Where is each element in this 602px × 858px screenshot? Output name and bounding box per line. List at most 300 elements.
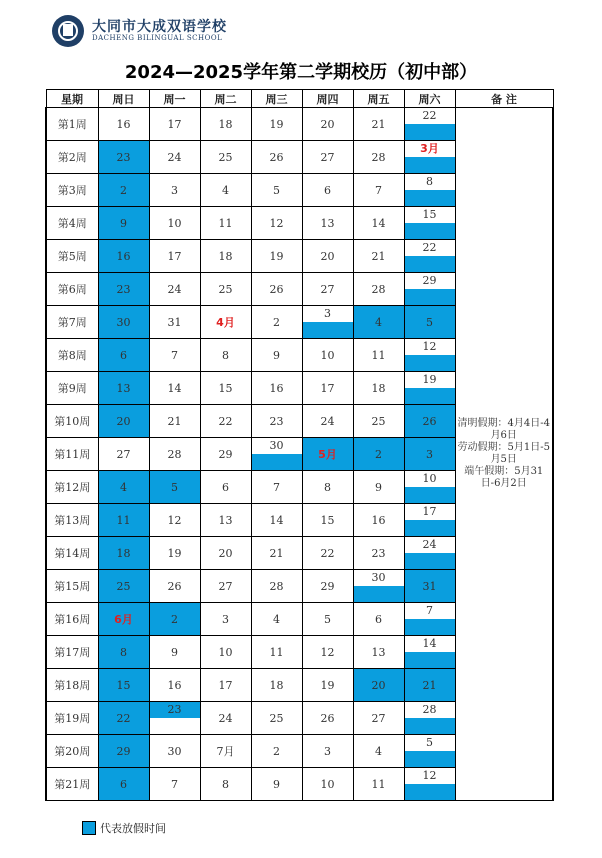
- calendar-table: [45, 89, 554, 801]
- day-cell: [98, 504, 149, 537]
- day-number: 13: [116, 381, 131, 395]
- day-number: 28: [422, 703, 437, 716]
- day-cell: [251, 636, 302, 669]
- day-number: 19: [422, 373, 437, 386]
- day-number: 30: [269, 439, 284, 452]
- day-cell: [98, 537, 149, 570]
- day-number: 9: [120, 216, 127, 230]
- day-cell: [149, 405, 200, 438]
- day-number: 14: [371, 216, 386, 230]
- day-cell: [200, 405, 251, 438]
- day-number: 16: [371, 513, 386, 527]
- week-label: 第6周: [46, 273, 98, 306]
- day-number: 6: [120, 777, 127, 791]
- day-cell: [353, 372, 404, 405]
- calendar-body: [46, 108, 553, 801]
- day-cell: [98, 240, 149, 273]
- day-cell: [98, 735, 149, 768]
- day-number: 2: [273, 315, 280, 329]
- day-number: 6月: [114, 613, 133, 626]
- day-number: 12: [167, 513, 182, 527]
- day-cell: [98, 207, 149, 240]
- day-cell: [98, 141, 149, 174]
- day-cell: [149, 504, 200, 537]
- day-number: 7: [273, 480, 280, 494]
- day-cell: [149, 339, 200, 372]
- day-number: 9: [273, 348, 280, 362]
- holiday-marker: [405, 190, 455, 206]
- day-cell: [200, 273, 251, 306]
- holiday-marker: [303, 322, 353, 338]
- day-cell: [149, 636, 200, 669]
- day-cell: [251, 108, 302, 141]
- day-number: 11: [218, 216, 233, 230]
- day-number: 10: [320, 777, 335, 791]
- day-number: 6: [222, 480, 229, 494]
- page-title: 2024—2025学年第二学期校历（初中部）: [124, 62, 478, 83]
- day-number: 27: [218, 579, 233, 593]
- day-number: 22: [422, 241, 437, 254]
- day-cell: [353, 240, 404, 273]
- day-number: 25: [269, 711, 284, 725]
- day-number: 15: [422, 208, 437, 221]
- day-cell: [302, 537, 353, 570]
- day-number: 3: [324, 744, 331, 758]
- day-number: 21: [371, 117, 386, 131]
- holiday-marker: [405, 256, 455, 272]
- day-number: 27: [320, 282, 335, 296]
- day-cell: [353, 636, 404, 669]
- day-number: 17: [167, 249, 182, 263]
- day-cell: [200, 471, 251, 504]
- week-label: 第1周: [46, 108, 98, 141]
- day-cell: [200, 735, 251, 768]
- day-cell: [251, 438, 302, 471]
- day-number: 10: [218, 645, 233, 659]
- day-cell: [98, 372, 149, 405]
- day-number: 12: [320, 645, 335, 659]
- day-number: 9: [375, 480, 382, 494]
- day-cell: [149, 570, 200, 603]
- day-cell: [353, 768, 404, 801]
- day-cell: [98, 108, 149, 141]
- day-cell: [251, 603, 302, 636]
- day-cell: [251, 339, 302, 372]
- day-number: 2: [375, 447, 382, 461]
- day-cell: [302, 603, 353, 636]
- week-label: 第20周: [46, 735, 98, 768]
- school-logo-icon: [52, 15, 84, 47]
- day-cell: [404, 471, 455, 504]
- day-number: 26: [167, 579, 182, 593]
- day-cell: [200, 372, 251, 405]
- day-number: 19: [167, 546, 182, 560]
- day-cell: [302, 636, 353, 669]
- day-number: 7: [375, 183, 382, 197]
- header-row: [46, 90, 553, 108]
- holiday-marker: [252, 454, 302, 470]
- week-label: 第13周: [46, 504, 98, 537]
- day-number: 28: [167, 447, 182, 461]
- day-number: 11: [371, 777, 386, 791]
- day-cell: [353, 471, 404, 504]
- header-notes: 备 注: [455, 90, 553, 108]
- week-label: 第19周: [46, 702, 98, 735]
- day-cell: [200, 537, 251, 570]
- day-cell: [302, 504, 353, 537]
- school-header: [52, 14, 227, 48]
- day-number: 17: [320, 381, 335, 395]
- day-number: 21: [167, 414, 182, 428]
- school-name-en: DACHENG BILINGUAL SCHOOL: [92, 33, 223, 42]
- day-number: 8: [222, 348, 229, 362]
- day-number: 10: [167, 216, 182, 230]
- day-cell: [200, 636, 251, 669]
- day-number: 20: [320, 249, 335, 263]
- week-label: 第4周: [46, 207, 98, 240]
- day-cell: [98, 306, 149, 339]
- day-number: 7月: [216, 745, 235, 758]
- day-number: 3: [222, 612, 229, 626]
- day-cell: [149, 735, 200, 768]
- day-number: 18: [218, 117, 233, 131]
- day-cell: [404, 306, 455, 339]
- legend-swatch: [82, 821, 96, 835]
- day-number: 11: [116, 513, 131, 527]
- day-cell: [200, 174, 251, 207]
- day-cell: [302, 240, 353, 273]
- day-cell: [251, 537, 302, 570]
- day-number: 5: [171, 480, 178, 494]
- day-number: 29: [320, 579, 335, 593]
- day-number: 18: [116, 546, 131, 560]
- day-cell: [251, 240, 302, 273]
- day-number: 3月: [420, 142, 439, 155]
- holiday-marker: [405, 157, 455, 173]
- day-number: 31: [422, 579, 437, 593]
- holiday-marker: [405, 619, 455, 635]
- week-label: 第21周: [46, 768, 98, 801]
- day-number: 28: [371, 150, 386, 164]
- day-cell: [353, 207, 404, 240]
- day-number: 6: [375, 612, 382, 626]
- day-cell: [404, 537, 455, 570]
- day-number: 27: [371, 711, 386, 725]
- day-number: 6: [324, 183, 331, 197]
- day-number: 16: [167, 678, 182, 692]
- week-label: 第2周: [46, 141, 98, 174]
- day-cell: [251, 768, 302, 801]
- header-sat: 周六: [404, 90, 455, 108]
- day-number: 15: [320, 513, 335, 527]
- day-cell: [353, 735, 404, 768]
- day-cell: [302, 372, 353, 405]
- day-number: 28: [371, 282, 386, 296]
- day-cell: [404, 636, 455, 669]
- week-label: 第8周: [46, 339, 98, 372]
- legend-label: 代表放假时间: [100, 822, 166, 835]
- day-cell: [404, 438, 455, 471]
- day-cell: [251, 702, 302, 735]
- day-cell: [404, 504, 455, 537]
- day-number: 17: [218, 678, 233, 692]
- day-number: 3: [171, 183, 178, 197]
- notes-cell: [455, 108, 553, 801]
- day-cell: [251, 669, 302, 702]
- school-name-cn: 大同市大成双语学校: [92, 18, 227, 35]
- day-cell: [302, 273, 353, 306]
- day-number: 5: [273, 183, 280, 197]
- day-cell: [251, 141, 302, 174]
- day-number: 20: [218, 546, 233, 560]
- day-cell: [404, 240, 455, 273]
- day-number: 9: [273, 777, 280, 791]
- day-number: 4: [375, 315, 382, 329]
- day-number: 5: [324, 612, 331, 626]
- week-label: 第5周: [46, 240, 98, 273]
- day-number: 23: [371, 546, 386, 560]
- day-cell: [404, 207, 455, 240]
- day-number: 21: [422, 678, 437, 692]
- day-cell: [200, 570, 251, 603]
- day-number: 8: [120, 645, 127, 659]
- day-cell: [251, 504, 302, 537]
- day-cell: [200, 603, 251, 636]
- day-cell: [302, 471, 353, 504]
- day-number: 11: [269, 645, 284, 659]
- day-cell: [353, 273, 404, 306]
- day-cell: [149, 768, 200, 801]
- legend: [82, 820, 166, 836]
- day-cell: [251, 273, 302, 306]
- day-number: 29: [218, 447, 233, 461]
- day-number: 29: [422, 274, 437, 287]
- day-number: 23: [116, 150, 131, 164]
- day-cell: [200, 339, 251, 372]
- day-number: 20: [116, 414, 131, 428]
- day-cell: [353, 306, 404, 339]
- day-cell: [98, 570, 149, 603]
- day-cell: [353, 438, 404, 471]
- day-number: 18: [269, 678, 284, 692]
- day-cell: [302, 768, 353, 801]
- day-cell: [404, 735, 455, 768]
- day-cell: [98, 702, 149, 735]
- day-number: 17: [422, 505, 437, 518]
- holiday-marker: [405, 718, 455, 734]
- week-label: 第15周: [46, 570, 98, 603]
- day-cell: [98, 339, 149, 372]
- day-number: 21: [371, 249, 386, 263]
- day-cell: [302, 108, 353, 141]
- holiday-marker: [150, 718, 200, 734]
- day-cell: [404, 174, 455, 207]
- day-number: 22: [116, 711, 131, 725]
- holiday-marker: [405, 652, 455, 668]
- header-thu: 周四: [302, 90, 353, 108]
- day-cell: [302, 735, 353, 768]
- day-cell: [353, 702, 404, 735]
- day-cell: [404, 603, 455, 636]
- day-number: 4: [273, 612, 280, 626]
- day-cell: [98, 603, 149, 636]
- table-row: [46, 108, 553, 141]
- day-cell: [353, 174, 404, 207]
- day-cell: [149, 471, 200, 504]
- day-cell: [251, 372, 302, 405]
- day-cell: [404, 372, 455, 405]
- day-number: 30: [167, 744, 182, 758]
- day-number: 21: [269, 546, 284, 560]
- day-cell: [149, 669, 200, 702]
- day-number: 13: [320, 216, 335, 230]
- day-cell: [404, 141, 455, 174]
- day-number: 24: [167, 282, 182, 296]
- day-cell: [404, 669, 455, 702]
- school-name: [92, 20, 227, 42]
- day-number: 9: [171, 645, 178, 659]
- day-number: 24: [167, 150, 182, 164]
- day-cell: [251, 174, 302, 207]
- day-number: 12: [269, 216, 284, 230]
- header-wed: 周三: [251, 90, 302, 108]
- day-number: 12: [422, 340, 437, 353]
- day-number: 18: [218, 249, 233, 263]
- day-cell: [98, 471, 149, 504]
- day-number: 2: [171, 612, 178, 626]
- day-number: 5月: [318, 448, 337, 461]
- week-label: 第3周: [46, 174, 98, 207]
- day-cell: [353, 570, 404, 603]
- day-cell: [200, 207, 251, 240]
- day-number: 24: [320, 414, 335, 428]
- day-number: 14: [167, 381, 182, 395]
- day-number: 29: [116, 744, 131, 758]
- day-number: 22: [320, 546, 335, 560]
- day-number: 4月: [216, 316, 235, 329]
- day-cell: [353, 669, 404, 702]
- day-cell: [149, 141, 200, 174]
- day-number: 30: [371, 571, 386, 584]
- day-number: 12: [422, 769, 437, 782]
- holiday-marker: [405, 388, 455, 404]
- holiday-note: 清明假期：4月4日-4月6日: [457, 418, 550, 441]
- day-cell: [200, 669, 251, 702]
- day-number: 26: [269, 150, 284, 164]
- day-number: 26: [320, 711, 335, 725]
- day-number: 19: [269, 249, 284, 263]
- day-number: 3: [426, 447, 433, 461]
- day-number: 14: [269, 513, 284, 527]
- day-number: 28: [269, 579, 284, 593]
- day-number: 19: [320, 678, 335, 692]
- header-mon: 周一: [149, 90, 200, 108]
- day-cell: [149, 372, 200, 405]
- day-cell: [251, 735, 302, 768]
- day-number: 30: [116, 315, 131, 329]
- holiday-marker: [405, 784, 455, 800]
- day-cell: [404, 702, 455, 735]
- day-cell: [98, 405, 149, 438]
- day-cell: [302, 306, 353, 339]
- day-cell: [353, 504, 404, 537]
- day-number: 2: [273, 744, 280, 758]
- day-number: 10: [320, 348, 335, 362]
- day-cell: [251, 570, 302, 603]
- day-cell: [302, 174, 353, 207]
- day-cell: [302, 438, 353, 471]
- week-label: 第10周: [46, 405, 98, 438]
- day-cell: [302, 405, 353, 438]
- holiday-marker: [405, 124, 455, 140]
- holiday-marker: [405, 553, 455, 569]
- day-number: 23: [269, 414, 284, 428]
- day-number: 18: [371, 381, 386, 395]
- day-number: 25: [218, 282, 233, 296]
- day-cell: [200, 240, 251, 273]
- day-number: 27: [320, 150, 335, 164]
- day-number: 25: [371, 414, 386, 428]
- day-cell: [200, 768, 251, 801]
- day-number: 13: [371, 645, 386, 659]
- day-number: 20: [320, 117, 335, 131]
- day-number: 7: [426, 604, 433, 617]
- day-number: 27: [116, 447, 131, 461]
- header-tue: 周二: [200, 90, 251, 108]
- week-label: 第16周: [46, 603, 98, 636]
- day-number: 5: [426, 736, 433, 749]
- day-cell: [404, 405, 455, 438]
- week-label: 第7周: [46, 306, 98, 339]
- holiday-marker: [405, 289, 455, 305]
- day-cell: [98, 636, 149, 669]
- header-weekday: 星期: [46, 90, 98, 108]
- day-number: 3: [324, 307, 331, 320]
- day-cell: [200, 306, 251, 339]
- day-cell: [98, 768, 149, 801]
- day-cell: [149, 207, 200, 240]
- day-cell: [251, 405, 302, 438]
- day-cell: [98, 174, 149, 207]
- holiday-marker: [405, 223, 455, 239]
- day-cell: [302, 339, 353, 372]
- day-cell: [149, 537, 200, 570]
- day-number: 20: [371, 678, 386, 692]
- day-number: 17: [167, 117, 182, 131]
- day-number: 15: [218, 381, 233, 395]
- day-cell: [302, 570, 353, 603]
- day-cell: [98, 669, 149, 702]
- day-cell: [98, 438, 149, 471]
- day-number: 23: [150, 702, 200, 718]
- day-number: 4: [120, 480, 127, 494]
- holiday-marker: [405, 487, 455, 503]
- week-label: 第14周: [46, 537, 98, 570]
- day-cell: [200, 108, 251, 141]
- day-number: 23: [116, 282, 131, 296]
- day-cell: [404, 768, 455, 801]
- day-number: 8: [222, 777, 229, 791]
- day-number: 24: [422, 538, 437, 551]
- day-number: 14: [422, 637, 437, 650]
- week-label: 第11周: [46, 438, 98, 471]
- day-number: 16: [116, 249, 131, 263]
- day-cell: [353, 141, 404, 174]
- day-number: 7: [171, 348, 178, 362]
- day-number: 8: [324, 480, 331, 494]
- holiday-marker: [405, 520, 455, 536]
- day-number: 2: [120, 183, 127, 197]
